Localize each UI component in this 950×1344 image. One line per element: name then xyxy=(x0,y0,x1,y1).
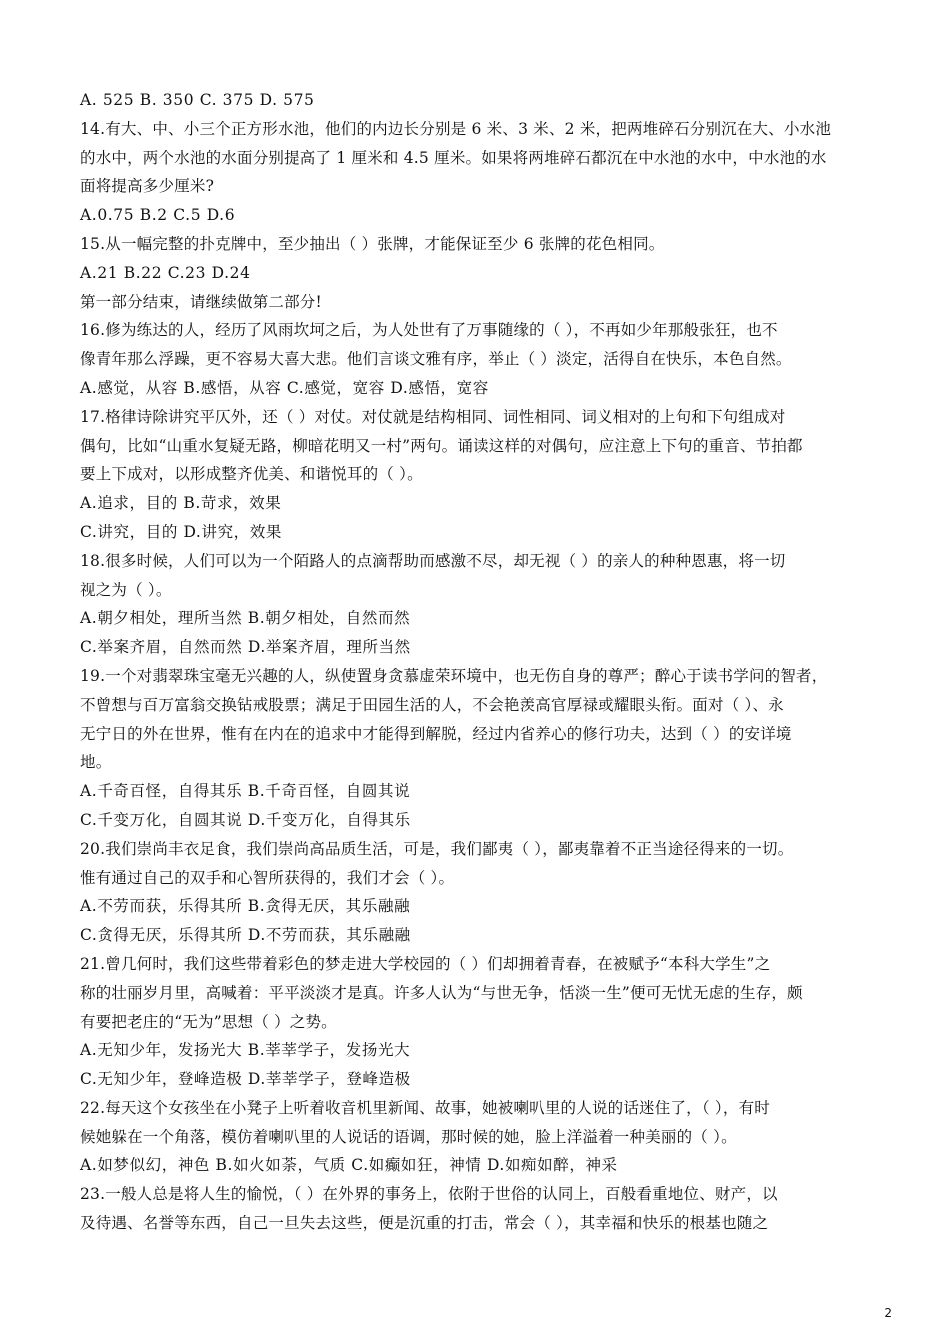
text-line: 19.一个对翡翠珠宝毫无兴趣的人，纵使置身贪慕虚荣环境中，也无伤自身的尊严；醉心于读书学问的智者， xyxy=(80,666,828,685)
text-line: 14.有大、中、小三个正方形水池，他们的内边长分别是 6 米、3 米、2 米，把两堆碎石分别沉在大、小水池 xyxy=(80,119,832,138)
text-line: A.如梦似幻，神色 B.如火如荼，气质 C.如癫如狂，神情 D.如痴如醉，神采 xyxy=(80,1156,618,1175)
text-line: 候她躲在一个角落，模仿着喇叭里的人说话的语调，那时候的她，脸上洋溢着一种美丽的（ ）。 xyxy=(80,1127,737,1146)
text-line: C.举案齐眉，自然而然 D.举案齐眉，理所当然 xyxy=(80,638,411,657)
page-number: 2 xyxy=(884,1306,892,1320)
text-line: 惟有通过自己的双手和心智所获得的，我们才会（ ）。 xyxy=(80,868,455,887)
text-line: 第一部分结束，请继续做第二部分! xyxy=(80,292,322,311)
text-line: 18.很多时候，人们可以为一个陌路人的点滴帮助而感激不尽，却无视（ ）的亲人的种种恩惠，将一切 xyxy=(80,551,786,570)
text-line: 23.一般人总是将人生的愉悦，（ ）在外界的事务上，依附于世俗的认同上，百般看重地位、财产，以 xyxy=(80,1185,778,1204)
text-line: 17.格律诗除讲究平仄外，还（ ）对仗。对仗就是结构相同、词性相同、词义相对的上句和下句组成对 xyxy=(80,407,786,426)
text-line: 称的壮丽岁月里，高喊着：平平淡淡才是真。许多人认为“与世无争，恬淡一生”便可无忧无虑的生存，颇 xyxy=(80,983,803,1002)
page-content xyxy=(80,86,900,1238)
text-line: 有要把老庄的“无为”思想（ ）之势。 xyxy=(80,1012,337,1031)
text-line: A.追求，目的 B.苛求，效果 xyxy=(80,494,282,513)
text-line: A.21 B.22 C.23 D.24 xyxy=(80,263,251,282)
text-line: 偶句，比如“山重水复疑无路，柳暗花明又一村”两句。诵读这样的对偶句，应注意上下句的重音、节拍都 xyxy=(80,436,803,455)
text-line: 不曾想与百万富翁交换钻戒股票；满足于田园生活的人，不会艳羡高官厚禄或耀眼头衔。面对（ ）、永 xyxy=(80,695,784,714)
text-line: 15.从一幅完整的扑克牌中，至少抽出（ ）张牌，才能保证至少 6 张牌的花色相同。 xyxy=(80,234,665,253)
text-line: 16.修为练达的人，经历了风雨坎坷之后，为人处世有了万事随缘的（ ），不再如少年那般张狂，也不 xyxy=(80,321,778,340)
text-line: 20.我们崇尚丰衣足食，我们崇尚高品质生活，可是，我们鄙夷（ ），鄙夷靠着不正当途径得来的一切。 xyxy=(80,839,794,858)
text-line: A.不劳而获，乐得其所 B.贪得无厌，其乐融融 xyxy=(80,897,411,916)
text-line: 地。 xyxy=(80,753,112,772)
text-line: 要上下成对，以形成整齐优美、和谐悦耳的（ ）。 xyxy=(80,465,423,484)
text-line: 像青年那么浮躁，更不容易大喜大悲。他们言谈文雅有序，举止（ ）淡定，活得自在快乐，本色自然。 xyxy=(80,350,792,369)
text-line: 的水中，两个水池的水面分别提高了 1 厘米和 4.5 厘米。如果将两堆碎石都沉在中水池的水中，中水池的水 xyxy=(80,148,827,167)
text-line: A.0.75 B.2 C.5 D.6 xyxy=(80,206,236,225)
text-line: 21.曾几何时，我们这些带着彩色的梦走进大学校园的（ ）们却拥着青春，在被赋予“本科大学生”之 xyxy=(80,954,771,973)
text-line: A.朝夕相处，理所当然 B.朝夕相处，自然而然 xyxy=(80,609,411,628)
text-line: 及待遇、名誉等东西，自己一旦失去这些，便是沉重的打击，常会（ ），其幸福和快乐的根基也随之 xyxy=(80,1214,769,1233)
text-line: C.千变万化，自圆其说 D.千变万化，自得其乐 xyxy=(80,810,411,829)
text-line: C.讲究，目的 D.讲究，效果 xyxy=(80,522,282,541)
text-line: A.无知少年，发扬光大 B.莘莘学子，发扬光大 xyxy=(80,1041,411,1060)
text-line: 面将提高多少厘米? xyxy=(80,177,215,196)
text-line: C.无知少年，登峰造极 D.莘莘学子，登峰造极 xyxy=(80,1070,411,1089)
text-line: A. 525 B. 350 C. 375 D. 575 xyxy=(80,91,315,109)
text-line: C.贪得无厌，乐得其所 D.不劳而获，其乐融融 xyxy=(80,926,411,945)
text-line: 无宁日的外在世界，惟有在内在的追求中才能得到解脱，经过内省养心的修行功夫，达到（ ）的安详境 xyxy=(80,724,792,743)
text-line: 视之为（ ）。 xyxy=(80,580,172,599)
text-line: A.千奇百怪，自得其乐 B.千奇百怪，自圆其说 xyxy=(80,782,411,801)
text-line: 22.每天这个女孩坐在小凳子上听着收音机里新闻、故事，她被喇叭里的人说的话迷住了，（ ），有时 xyxy=(80,1098,770,1117)
text-line: A.感觉，从容 B.感悟，从容 C.感觉，宽容 D.感悟，宽容 xyxy=(80,378,489,397)
